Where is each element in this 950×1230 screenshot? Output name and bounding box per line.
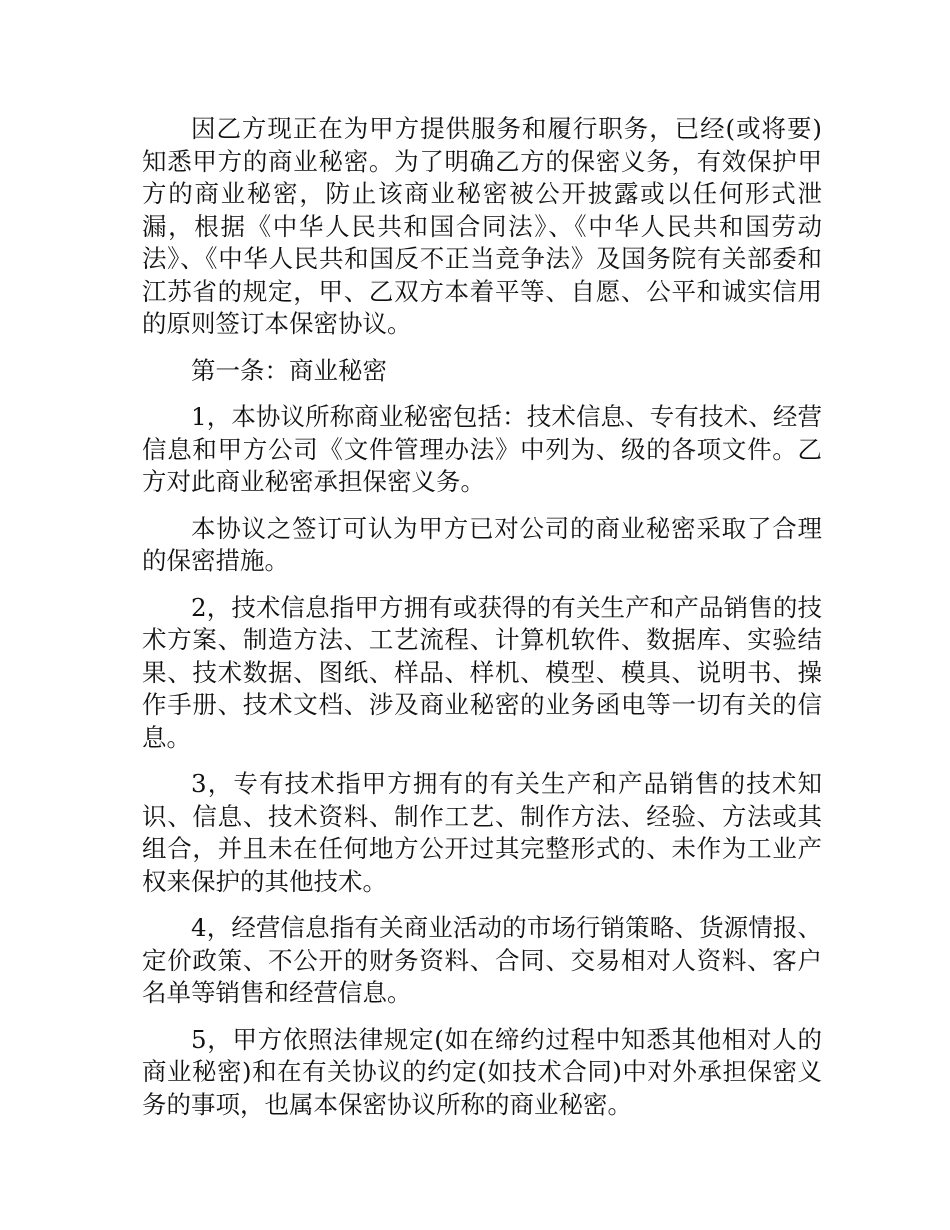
paragraph-clause-2: 2，技术信息指甲方拥有或获得的有关生产和产品销售的技术方案、制造方法、工艺流程、计算机软件、数据库、实验结果、技术数据、图纸、样品、样机、模型、模具、说明书、操作手册、技术文档、涉及商业秘密的业务函电等一切有关的信息。 [142, 592, 822, 752]
paragraph-clause-3: 3，专有技术指甲方拥有的有关生产和产品销售的技术知识、信息、技术资料、制作工艺、制作方法、经验、方法或其组合，并且未在任何地方公开过其完整形式的、未作为工业产权来保护的其他技术。 [142, 769, 822, 896]
paragraph-clause-1: 1，本协议所称商业秘密包括：技术信息、专有技术、经营信息和甲方公司《文件管理办法》中列为、级的各项文件。乙方对此商业秘密承担保密义务。 [142, 402, 822, 496]
paragraph-clause-4: 4，经营信息指有关商业活动的市场行销策略、货源情报、定价政策、不公开的财务资料、合同、交易相对人资料、客户名单等销售和经营信息。 [142, 913, 822, 1007]
document-body [142, 113, 822, 1135]
section-heading-article-1: 第一条：商业秘密 [191, 355, 387, 385]
paragraph-confidentiality-measures: 本协议之签订可认为甲方已对公司的商业秘密采取了合理的保密措施。 [142, 513, 822, 575]
paragraph-clause-5: 5，甲方依照法律规定(如在缔约过程中知悉其他相对人的商业秘密)和在有关协议的约定(如技术合同)中对外承担保密义务的事项，也属本保密协议所称的商业秘密。 [142, 1024, 822, 1119]
paragraph-preamble: 因乙方现正在为甲方提供服务和履行职务，已经(或将要)知悉甲方的商业秘密。为了明确乙方的保密义务，有效保护甲方的商业秘密，防止该商业秘密被公开披露或以任何形式泄漏，根据《中华人民共和国合同法》、《中华人民共和国劳动法》、《中华人民共和国反不正当竞争法》及国务院有关部委和江苏省的规定，甲、乙双方本着平等、自愿、公平和诚实信用的原则签订本保密协议。 [142, 114, 822, 338]
